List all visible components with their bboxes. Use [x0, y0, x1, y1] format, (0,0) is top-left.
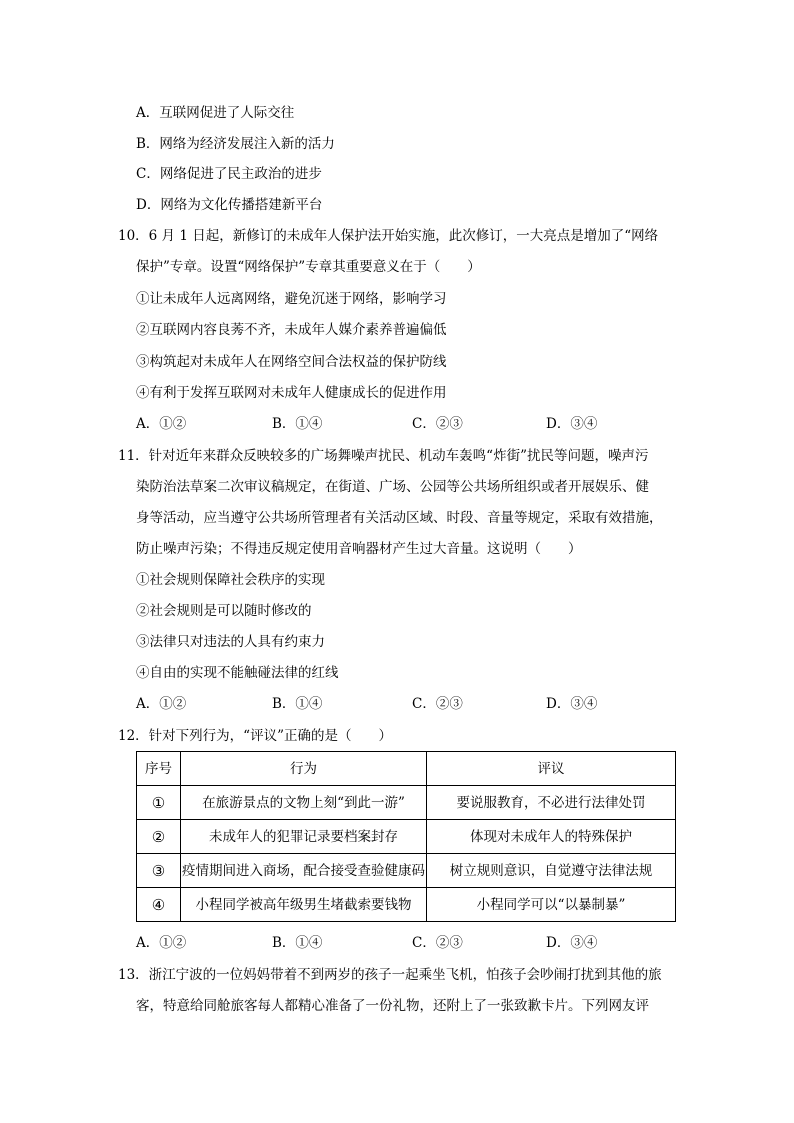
row-comment: 小程同学可以“以暴制暴”: [427, 888, 676, 922]
header-behavior: 行为: [181, 752, 427, 786]
header-comment: 评议: [427, 752, 676, 786]
row-comment: 体现对未成年人的特殊保护: [427, 820, 676, 854]
q13-stem-line-2: 客，特意给同舱旅客每人都精心准备了一份礼物，还附上了一张致歉卡片。下列网友评: [136, 998, 649, 1014]
q10-choice-b: B．①④: [272, 416, 323, 432]
q11-choice-d: D．③④: [546, 696, 598, 712]
q11-choices: [0, 695, 794, 715]
q11-stem-line-1: 11．针对近年来群众反映较多的广场舞噪声扰民、机动车轰鸣“炸街”扰民等问题，噪声污: [118, 448, 649, 464]
q12-stem: 12．针对下列行为，“评议”正确的是（ ）: [118, 728, 392, 744]
q10-item-2: ②互联网内容良莠不齐，未成年人媒介素养普遍偏低: [136, 322, 447, 338]
row-index: ②: [137, 820, 181, 854]
q12-choice-a: A．①②: [136, 935, 187, 951]
q10-choice-a: A．①②: [136, 416, 187, 432]
row-comment: 树立规则意识，自觉遵守法律法规: [427, 854, 676, 888]
row-comment: 要说服教育，不必进行法律处罚: [427, 786, 676, 820]
q11-item-1: ①社会规则保障社会秩序的实现: [136, 572, 325, 588]
q9-option-d: D．网络为文化传播搭建新平台: [136, 197, 323, 213]
table-row: [137, 888, 676, 922]
row-index: ③: [137, 854, 181, 888]
row-index: ①: [137, 786, 181, 820]
table-row: [137, 820, 676, 854]
q11-item-4: ④自由的实现不能触碰法律的红线: [136, 665, 339, 681]
q10-stem-line-1: 10．6 月 1 日起，新修订的未成年人保护法开始实施，此次修订，一大亮点是增加了“网络: [118, 228, 659, 244]
q9-option-c: C．网络促进了民主政治的进步: [136, 166, 322, 182]
q11-stem-line-3: 身等活动，应当遵守公共场所管理者有关活动区域、时段、音量等规定，采取有效措施，: [136, 510, 663, 526]
q13-stem-line-1: 13．浙江宁波的一位妈妈带着不到两岁的孩子一起乘坐飞机，怕孩子会吵闹打扰到其他的旅: [118, 967, 662, 983]
q12-choice-b: B．①④: [272, 935, 323, 951]
row-behavior: 疫情期间进入商场，配合接受查验健康码: [181, 854, 427, 888]
table-row: [137, 854, 676, 888]
q10-item-4: ④有利于发挥互联网对未成年人健康成长的促进作用: [136, 385, 447, 401]
q10-stem-line-2: 保护”专章。设置“网络保护”专章其重要意义在于（ ）: [136, 259, 481, 275]
q12-choice-c: C．②③: [412, 935, 463, 951]
q11-choice-a: A．①②: [136, 696, 187, 712]
q10-choice-c: C．②③: [412, 416, 463, 432]
q10-choice-d: D．③④: [546, 416, 598, 432]
q11-item-2: ②社会规则是可以随时修改的: [136, 603, 312, 619]
header-index: 序号: [137, 752, 181, 786]
row-behavior: 在旅游景点的文物上刻“到此一游”: [181, 786, 427, 820]
q9-option-a: A．互联网促进了人际交往: [136, 105, 295, 121]
evaluation-table: [136, 751, 676, 922]
q9-option-b: B．网络为经济发展注入新的活力: [136, 136, 335, 152]
q12-choices: [0, 934, 794, 954]
q11-choice-b: B．①④: [272, 696, 323, 712]
q11-stem-line-4: 防止噪声污染；不得违反规定使用音响器材产生过大音量。这说明（ ）: [136, 541, 582, 557]
q11-item-3: ③法律只对违法的人具有约束力: [136, 634, 325, 650]
row-behavior: 小程同学被高年级男生堵截索要钱物: [181, 888, 427, 922]
row-behavior: 未成年人的犯罪记录要档案封存: [181, 820, 427, 854]
row-index: ④: [137, 888, 181, 922]
table-row: [137, 786, 676, 820]
q12-choice-d: D．③④: [546, 935, 598, 951]
q10-item-1: ①让未成年人远离网络，避免沉迷于网络，影响学习: [136, 291, 447, 307]
q10-item-3: ③构筑起对未成年人在网络空间合法权益的保护防线: [136, 354, 447, 370]
table-header-row: [137, 752, 676, 786]
q10-choices: [0, 415, 794, 435]
q11-stem-line-2: 染防治法草案二次审议稿规定，在街道、广场、公园等公共场所组织或者开展娱乐、健: [136, 479, 649, 495]
q11-choice-c: C．②③: [412, 696, 463, 712]
